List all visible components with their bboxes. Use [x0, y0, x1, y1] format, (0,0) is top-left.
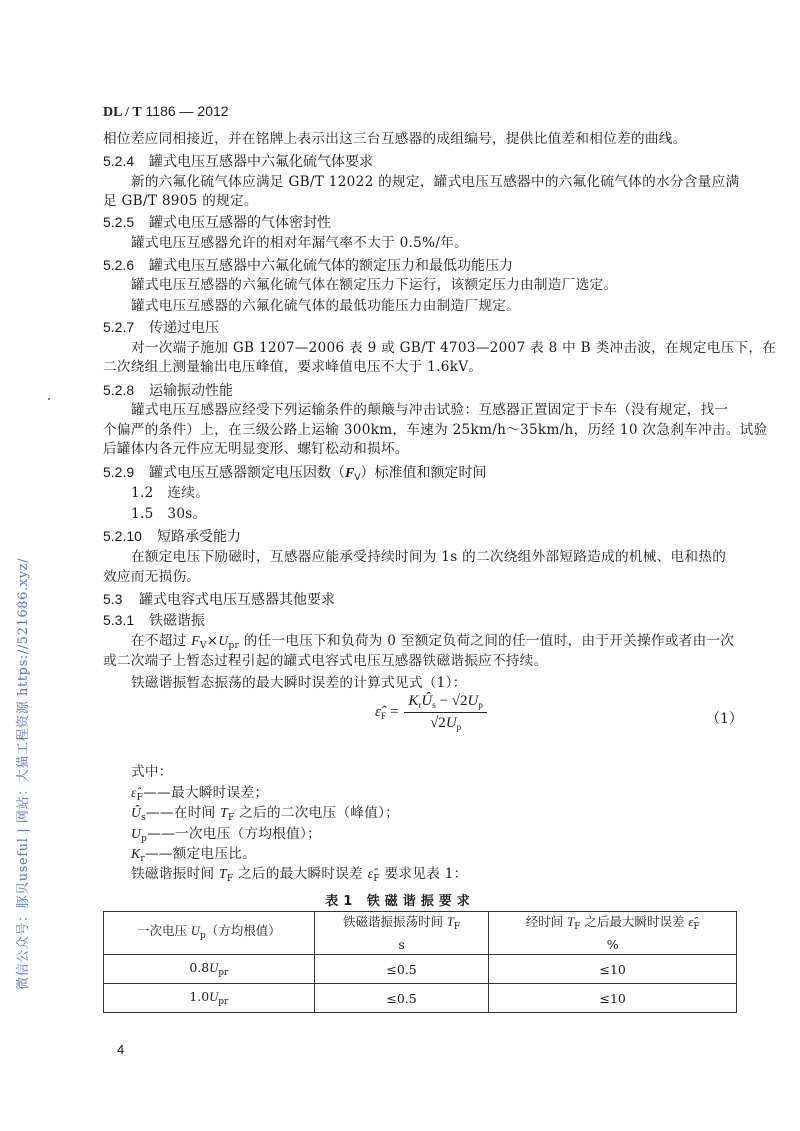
table-title: 表1 铁磁谐振要求 [325, 894, 475, 909]
paragraph-line: 在额定电压下励磁时，互感器应能承受持续时间为 1s 的二次绕组外部短路造成的机械、电和热的 [131, 549, 727, 565]
rated-factor-item: 1.2 连续。 [131, 485, 210, 501]
definition-item: $K_r——$额定电压比。 [131, 846, 257, 864]
section-heading-5-2-7: 5.2.7 传递过电压 [103, 319, 219, 336]
section-heading-5-2-8: 5.2.8 运输振动性能 [103, 382, 233, 399]
ferroresonance-requirements-table [103, 911, 737, 1013]
paragraph-line: 罐式电压互感器的六氟化硫气体的最低功能压力由制造厂规定。 [131, 298, 521, 314]
definition-item: $U_p——$一次电压（方均根值）； [131, 826, 322, 844]
paragraph-line: 足 GB/T 8905 的规定。 [103, 193, 258, 209]
paragraph-line: 或二次端子上暂态过程引起的罐式电容式电压互感器铁磁谐振应不持续。 [103, 653, 548, 669]
paragraph-line: 罐式电压互感器应经受下列运输条件的颠簸与冲击试验：互感器正置固定于卡车（没有规定，找一 [131, 402, 729, 418]
paragraph-line: 后罐体内各元件应无明显变形、螺钉松动和损坏。 [103, 441, 409, 457]
scan-speck [48, 398, 50, 400]
table-row: $0.8U_{pr}$ ≤0.5 ≤10 [104, 955, 737, 984]
paragraph-line: 铁磁谐振暂态振荡的最大瞬时误差的计算式见式（1）： [131, 675, 467, 691]
paragraph-line: 新的六氟化硫气体应满足 GB/T 12022 的规定，罐式电压互感器中的六氟化硫气体的水分含量应满 [131, 174, 740, 190]
paragraph-line: 在不超过 $F_V\times U_{pr}$ 的任一电压下和负荷为 0 至额定负荷之间的任一值时，由于开关操作或者由一次 [131, 633, 735, 651]
paragraph-line: 个偏严的条件）上，在三级公路上运输 300km，车速为 25km/h～35km/h，历经 10 次急刹车冲击。试验 [103, 422, 768, 438]
intro-line: 相位差应同相接近，并在铭牌上表示出这三台互感器的成组编号，提供比值差和相位差的曲线。 [103, 131, 687, 147]
formula-lhs: $\varepsilon̂_F$ [375, 704, 386, 721]
table-reference-line: 铁磁谐振时间 $T_F$ 之后的最大瞬时误差 $\varepsilon̂_F$ 要求见表 1： [131, 866, 468, 884]
section-heading-5-2-5: 5.2.5 罐式电压互感器的气体密封性 [103, 214, 331, 231]
page-number: 4 [117, 1042, 125, 1057]
header-primary-voltage: 一次电压 $U_p$（方均根值） [104, 912, 315, 955]
paragraph-line: 二次绕组上测量输出电压峰值，要求峰值电压不大于 1.6kV。 [103, 359, 483, 375]
where-label: 式中： [131, 764, 173, 780]
paragraph-line: 罐式电压互感器允许的相对年漏气率不大于 0.5%/年。 [131, 235, 469, 251]
ferroresonance-error-formula: $\varepsilon̂_F$ = $\frac{K_rÛ_s - √2U_p}{√2U_p}$ [375, 693, 487, 732]
rated-factor-item: 1.5 30s。 [131, 506, 207, 522]
section-heading-5-2-6: 5.2.6 罐式电压互感器中六氟化硫气体的额定压力和最低功能压力 [103, 257, 513, 274]
table-row: $1.0U_{pr}$ ≤0.5 ≤10 [104, 984, 737, 1013]
paragraph-line: 罐式电压互感器的六氟化硫气体在额定压力下运行，该额定压力由制造厂选定。 [131, 277, 618, 293]
paragraph-line: 对一次端子施加 GB 1207—2006 表 9 或 GB/T 4703—2007 表 8 中 B 类冲击波，在规定电压下，在 [131, 340, 777, 356]
table-header-row [104, 912, 737, 955]
section-heading-5-3: 5.3 罐式电容式电压互感器其他要求 [103, 591, 335, 608]
section-heading-5-3-1: 5.3.1 铁磁谐振 [103, 612, 205, 629]
section-heading-5-2-9: 5.2.9 罐式电压互感器额定电压因数$(F_V)$标准值和额定时间 [103, 464, 487, 483]
header-max-error: 经时间 $T_F$ 之后最大瞬时误差 $\varepsilon̂_F$ % [489, 912, 737, 955]
standard-code-header: DL / T 1186 — 2012 [103, 103, 229, 120]
formula-fraction: $\frac{K_rÛ_s - √2U_p}{√2U_p}$ [404, 693, 486, 732]
paragraph-line: 效应而无损伤。 [103, 569, 201, 585]
header-oscillation-time: 铁磁谐振振荡时间 $T_F$ s [314, 912, 489, 955]
watermark-text: 微信公众号：豚贝useful | 网站：大猫工程资源 https://521686.xyz/ [16, 557, 31, 990]
section-heading-5-2-4: 5.2.4 罐式电压互感器中六氟化硫气体要求 [103, 153, 373, 170]
section-heading-5-2-10: 5.2.10 短路承受能力 [103, 528, 241, 545]
equation-number: （1） [706, 711, 743, 727]
definition-item: $\varepsilon̂_F——$最大瞬时误差； [131, 785, 269, 803]
definition-item: $Û_s——$在时间 $T_F$ 之后的二次电压（峰值）； [131, 805, 400, 823]
